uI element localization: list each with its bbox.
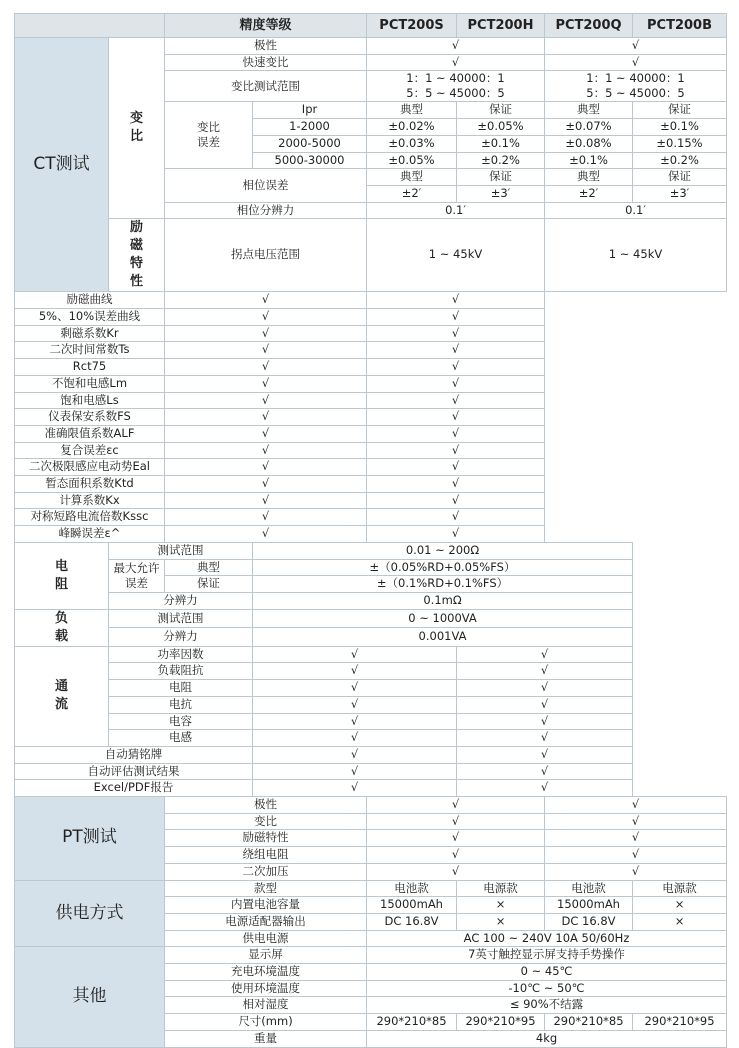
row-label: 变比 [165,813,367,830]
row-label: 快速变比 [165,54,367,71]
value-cell: ±0.1% [457,135,545,152]
value-cell: √ [367,38,545,55]
check-mark: √ [165,359,367,376]
check-mark: √ [165,392,367,409]
check-mark: √ [367,830,545,847]
row-label: 供电电源 [165,930,367,947]
row-label: 自动猜铭牌 [15,746,253,763]
value-cell: × [633,913,727,930]
value-cell: ±3′ [457,185,545,202]
check-mark: √ [165,492,367,509]
value-cell: ±0.08% [545,135,633,152]
table-row [15,628,727,647]
table-row [15,309,727,326]
table-row [15,342,727,359]
check-mark: √ [165,309,367,326]
typical-label: 典型 [545,169,633,186]
row-label: 不饱和电感Lm [15,375,165,392]
value-cell: 电池款 [545,880,633,897]
table-row [15,880,727,897]
check-mark: √ [367,392,545,409]
check-mark: √ [367,359,545,376]
row-label: 拐点电压范围 [165,219,367,292]
row-label: 5%、10%误差曲线 [15,309,165,326]
value-cell: 0.1mΩ [253,592,633,609]
check-mark: √ [253,696,457,713]
guarantee-label: 保证 [633,102,727,119]
check-mark: √ [165,325,367,342]
table-row [15,38,727,55]
check-mark: √ [545,797,727,814]
row-label: Excel/PDF报告 [15,780,253,797]
row-label: 使用环境温度 [165,980,367,997]
value-cell: ±2′ [545,185,633,202]
value-cell: × [457,897,545,914]
value-cell: DC 16.8V [545,913,633,930]
table-row [15,359,727,376]
typical-label: 典型 [545,102,633,119]
check-mark: √ [253,680,457,697]
table-row [15,713,727,730]
table-row [15,680,727,697]
header-model-h: PCT200H [457,14,545,38]
check-mark: √ [165,526,367,543]
value-cell: AC 100 ~ 240V 10A 50/60Hz [367,930,727,947]
row-label: 相位误差 [165,169,367,202]
row-label: 电源适配器输出 [165,913,367,930]
row-label: 电阻 [109,680,253,697]
subcategory-current-flow: 通 流 [15,646,109,746]
row-label: 尺寸(mm) [165,1014,367,1031]
value-cell: √ [367,54,545,71]
check-mark: √ [367,409,545,426]
check-mark: √ [367,309,545,326]
row-label: 负载阻抗 [109,663,253,680]
table-row [15,730,727,747]
value-cell: ≤ 90%不结露 [367,997,727,1014]
check-mark: √ [165,375,367,392]
check-mark: √ [367,813,545,830]
value-cell: 4kg [367,1030,727,1047]
table-row [15,409,727,426]
check-mark: √ [367,459,545,476]
check-mark: √ [457,696,633,713]
value-cell: ±0.15% [633,135,727,152]
table-row [15,763,727,780]
table-row [15,509,727,526]
table-row [15,746,727,763]
check-mark: √ [367,509,545,526]
check-mark: √ [367,342,545,359]
check-mark: √ [165,409,367,426]
check-mark: √ [457,746,633,763]
check-mark: √ [367,492,545,509]
table-row [15,797,727,814]
check-mark: √ [165,442,367,459]
row-label: 二次极限感应电动势Eal [15,459,165,476]
table-row [15,526,727,543]
value-cell: √ [545,54,727,71]
row-label: 测试范围 [109,609,253,628]
value-cell: 1 ~ 45kV [545,219,727,292]
row-label: 重量 [165,1030,367,1047]
table-row [15,392,727,409]
check-mark: √ [367,442,545,459]
row-label: 对称短路电流倍数Kssc [15,509,165,526]
check-mark: √ [367,526,545,543]
check-mark: √ [457,780,633,797]
value-cell: ±0.07% [545,119,633,136]
value-cell: ±0.05% [367,152,457,169]
check-mark: √ [545,863,727,880]
check-mark: √ [165,425,367,442]
check-mark: √ [457,763,633,780]
check-mark: √ [253,780,457,797]
value-cell: ±（0.05%RD+0.05%FS） [253,559,633,576]
ipr-range: 1-2000 [253,119,367,136]
table-row [15,442,727,459]
value-cell: ±3′ [633,185,727,202]
header-model-b: PCT200B [633,14,727,38]
subcategory-ratio: 变 比 [109,38,165,219]
table-row [15,325,727,342]
ipr-range: 5000-30000 [253,152,367,169]
table-row [15,646,727,663]
check-mark: √ [253,763,457,780]
typical-label: 典型 [367,102,457,119]
value-cell: 290*210*95 [457,1014,545,1031]
row-label: 绕组电阻 [165,847,367,864]
row-label: 分辨力 [109,628,253,647]
guarantee-label: 保证 [457,102,545,119]
value-cell: 290*210*85 [367,1014,457,1031]
check-mark: √ [545,830,727,847]
value-cell: 0 ~ 45℃ [367,964,727,981]
table-header-row [15,14,727,38]
value-cell: ±0.1% [633,119,727,136]
check-mark: √ [545,847,727,864]
value-cell: × [457,913,545,930]
check-mark: √ [367,863,545,880]
max-error-label: 最大允许 误差 [109,559,165,592]
table-row [15,696,727,713]
check-mark: √ [457,680,633,697]
value-cell: 1：1 ~ 40000：1 5：5 ~ 45000：5 [545,71,727,102]
value-cell: ±0.05% [457,119,545,136]
row-label: 显示屏 [165,947,367,964]
guarantee-label: 保证 [633,169,727,186]
value-cell: ±0.02% [367,119,457,136]
row-label: 功率因数 [109,646,253,663]
check-mark: √ [457,730,633,747]
header-blank-cell [15,14,165,38]
ipr-label: Ipr [253,102,367,119]
typical-label: 典型 [165,559,253,576]
spec-table [14,13,727,1048]
row-label: 测试范围 [109,542,253,559]
value-cell: 7英寸触控显示屏支持手势操作 [367,947,727,964]
row-label: 二次时间常数Ts [15,342,165,359]
row-label: 暂态面积系数Ktd [15,476,165,493]
value-cell: 0.01 ~ 200Ω [253,542,633,559]
check-mark: √ [457,646,633,663]
table-row [15,375,727,392]
category-ct: CT测试 [15,38,109,292]
check-mark: √ [253,746,457,763]
value-cell: 0.001VA [253,628,633,647]
row-label: Rct75 [15,359,165,376]
check-mark: √ [457,663,633,680]
value-cell: 电池款 [367,880,457,897]
value-cell: √ [545,38,727,55]
check-mark: √ [253,663,457,680]
value-cell: 290*210*95 [633,1014,727,1031]
row-label: 剩磁系数Kr [15,325,165,342]
subcategory-resistance: 电 阻 [15,542,109,609]
table-row [15,609,727,628]
guarantee-label: 保证 [457,169,545,186]
table-row [15,476,727,493]
row-label: 励磁曲线 [15,292,165,309]
row-label: 内置电池容量 [165,897,367,914]
row-label: 仪表保安系数FS [15,409,165,426]
value-cell: 15000mAh [367,897,457,914]
value-cell: ±0.1% [545,152,633,169]
header-model-s: PCT200S [367,14,457,38]
table-row [15,592,727,609]
table-row [15,780,727,797]
check-mark: √ [367,425,545,442]
check-mark: √ [367,375,545,392]
value-cell: ±0.2% [457,152,545,169]
check-mark: √ [367,292,545,309]
row-label: 励磁特性 [165,830,367,847]
row-label: 分辨力 [109,592,253,609]
check-mark: √ [545,813,727,830]
value-cell: ±0.03% [367,135,457,152]
check-mark: √ [367,325,545,342]
value-cell: ±2′ [367,185,457,202]
value-cell: 电源款 [633,880,727,897]
value-cell: 1 ~ 45kV [367,219,545,292]
row-label: 自动评估测试结果 [15,763,253,780]
check-mark: √ [457,713,633,730]
row-label: 电抗 [109,696,253,713]
row-label: 极性 [165,797,367,814]
table-row [15,542,727,559]
value-cell: 0 ~ 1000VA [253,609,633,628]
ratio-error-label: 变比 误差 [165,102,253,169]
table-row [15,292,727,309]
row-label: 充电环境温度 [165,964,367,981]
typical-label: 典型 [367,169,457,186]
table-row [15,492,727,509]
value-cell: -10℃ ~ 50℃ [367,980,727,997]
check-mark: √ [367,797,545,814]
header-title: 精度等级 [165,14,367,38]
category-other: 其他 [15,947,165,1047]
row-label: 二次加压 [165,863,367,880]
row-label: 计算系数Kx [15,492,165,509]
value-cell: DC 16.8V [367,913,457,930]
check-mark: √ [253,713,457,730]
check-mark: √ [165,476,367,493]
check-mark: √ [165,459,367,476]
value-cell: 290*210*85 [545,1014,633,1031]
check-mark: √ [253,730,457,747]
row-label: 电容 [109,713,253,730]
value-cell: 1：1 ~ 40000：1 5：5 ~ 45000：5 [367,71,545,102]
check-mark: √ [253,646,457,663]
row-label: 款型 [165,880,367,897]
row-label: 峰瞬误差ε^ [15,526,165,543]
table-row [15,219,727,292]
row-label: 准确限值系数ALF [15,425,165,442]
value-cell: ±0.2% [633,152,727,169]
subcategory-burden: 负 载 [15,609,109,646]
row-label: 电感 [109,730,253,747]
header-model-q: PCT200Q [545,14,633,38]
row-label: 复合误差εc [15,442,165,459]
check-mark: √ [165,292,367,309]
table-row [15,947,727,964]
table-row [15,559,727,576]
row-label: 极性 [165,38,367,55]
value-cell: × [633,897,727,914]
check-mark: √ [165,509,367,526]
value-cell: 电源款 [457,880,545,897]
row-label: 变比测试范围 [165,71,367,102]
subcategory-excitation: 励 磁 特 性 [109,219,165,292]
table-row [15,459,727,476]
row-label: 相对湿度 [165,997,367,1014]
value-cell: ±（0.1%RD+0.1%FS） [253,576,633,593]
row-label: 相位分辨力 [165,202,367,219]
value-cell: 0.1′ [367,202,545,219]
table-row [15,663,727,680]
guarantee-label: 保证 [165,576,253,593]
table-row [15,425,727,442]
value-cell: 0.1′ [545,202,727,219]
check-mark: √ [367,476,545,493]
category-power: 供电方式 [15,880,165,947]
check-mark: √ [367,847,545,864]
row-label: 饱和电感Ls [15,392,165,409]
check-mark: √ [165,342,367,359]
value-cell: 15000mAh [545,897,633,914]
ipr-range: 2000-5000 [253,135,367,152]
category-pt: PT测试 [15,797,165,881]
